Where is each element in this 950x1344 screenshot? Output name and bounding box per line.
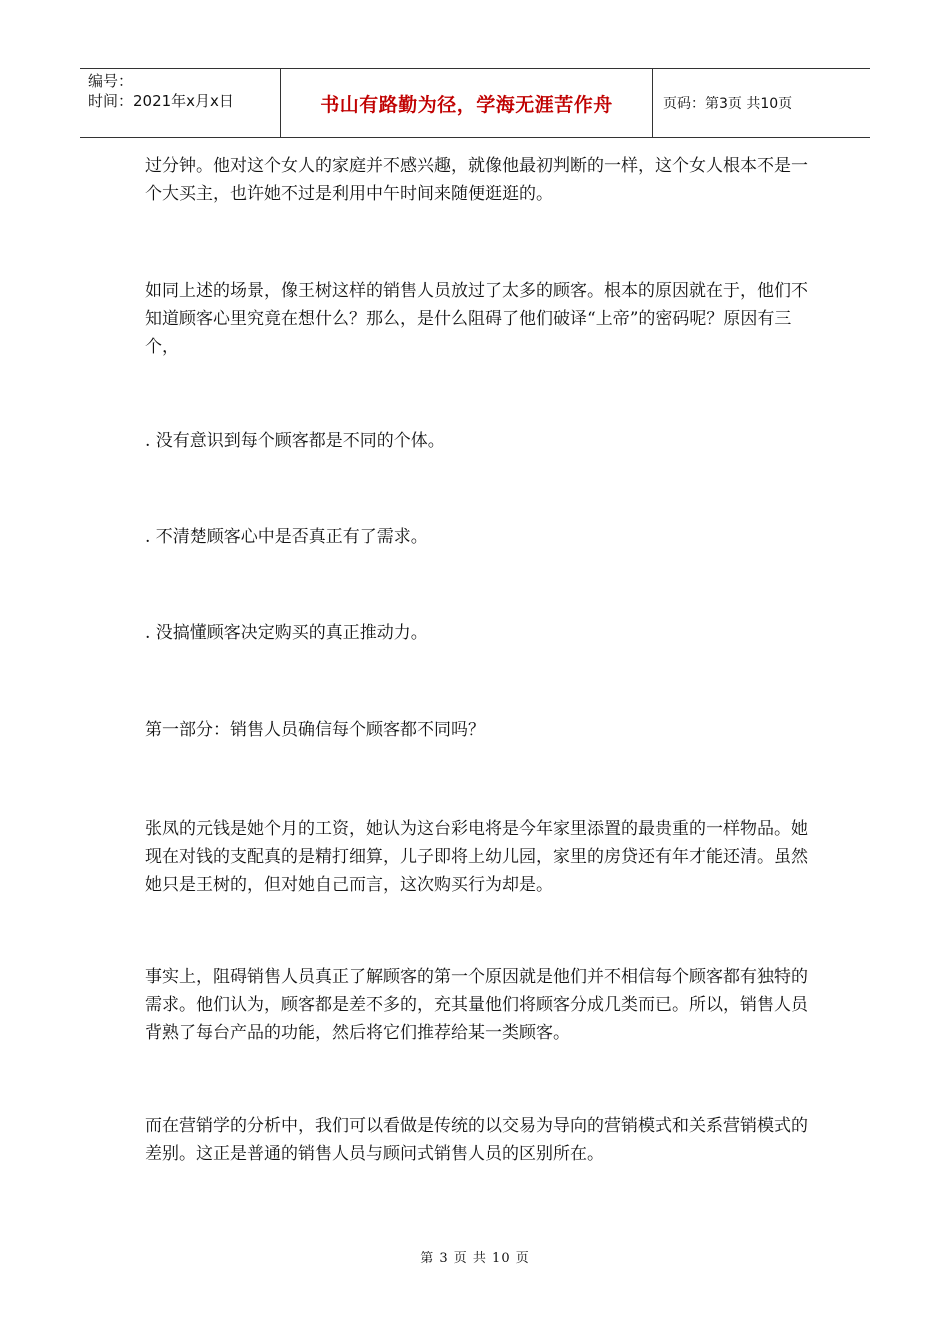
header-meta (80, 69, 281, 137)
header-page-number: 页码：第3页 共10页 (663, 96, 793, 112)
header-motto: 书山有路勤为径，学海无涯苦作舟 (281, 69, 653, 137)
body-paragraph: 事实上，阻碍销售人员真正了解顾客的第一个原因就是他们并不相信每个顾客都有独特的需求。他们认为，顾客都是差不多的，充其量他们将顾客分成几类而已。所以，销售人员背熟了每台产品的功能，然后将它们推荐给某一类顾客。 (145, 967, 808, 1043)
body-paragraph: 而在营销学的分析中，我们可以看做是传统的以交易为导向的营销模式和关系营销模式的差别。这正是普通的销售人员与顾问式销售人员的区别所在。 (145, 1116, 808, 1164)
body-paragraph: 过分钟。他对这个女人的家庭并不感兴趣，就像他最初判断的一样，这个女人根本不是一个大买主，也许她不过是利用中午时间来随便逛逛的。 (145, 156, 808, 204)
list-item: . 没搞懂顾客决定购买的真正推动力。 (145, 623, 428, 643)
section-heading: 第一部分：销售人员确信每个顾客都不同吗？ (145, 720, 485, 740)
list-item: . 没有意识到每个顾客都是不同的个体。 (145, 431, 445, 451)
body-paragraph: 张凤的元钱是她个月的工资，她认为这台彩电将是今年家里添置的最贵重的一样物品。她现在对钱的支配真的是精打细算，儿子即将上幼儿园，家里的房贷还有年才能还清。虽然她只是王树的，但对她自己而言，这次购买行为却是。 (145, 819, 808, 895)
body-paragraph: 如同上述的场景，像王树这样的销售人员放过了太多的顾客。根本的原因就在于，他们不知道顾客心里究竟在想什么？那么，是什么阻碍了他们破译“上帝”的密码呢？原因有三个， (145, 281, 808, 357)
document-time-label: 时间：2021年x月x日 (88, 92, 234, 110)
page-footer: 第 3 页 共 10 页 (420, 1251, 530, 1266)
list-item: . 不清楚顾客心中是否真正有了需求。 (145, 527, 428, 547)
document-number-label: 编号： (88, 72, 134, 90)
document-header (80, 68, 870, 138)
